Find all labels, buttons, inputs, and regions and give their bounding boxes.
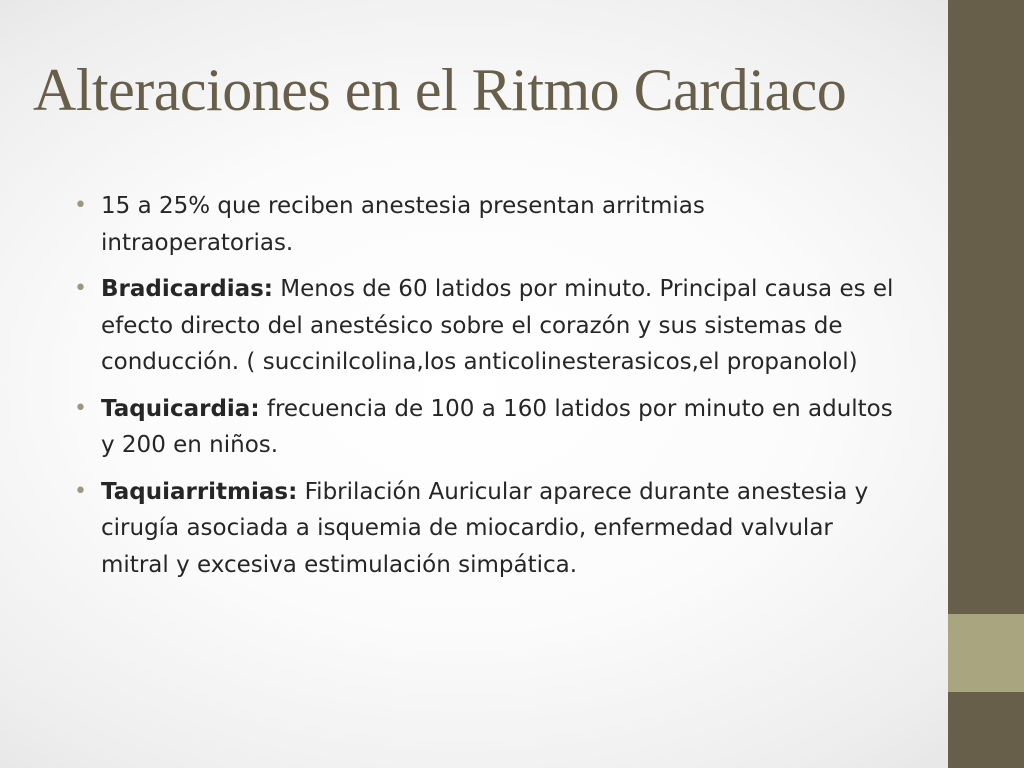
side-accent-block xyxy=(948,614,1024,692)
bullet-dot-icon: • xyxy=(74,478,87,504)
bullet-text: Menos de 60 latidos por minuto. Principal causa es el efecto directo del anestésico sobre el corazón y sus sistemas de conducción. ( succinilcolina,los anticolinesterasicos,el propanolol) xyxy=(101,276,894,375)
bullet-term: Taquicardia: xyxy=(101,395,260,422)
bullet-term: Taquiarritmias: xyxy=(101,478,298,505)
bullet-list xyxy=(74,188,904,593)
bullet-item-arritmias xyxy=(74,188,904,261)
bullet-text: Fibrilación Auricular aparece durante anestesia y cirugía asociada a isquemia de miocardio, enfermedad valvular mitral y excesiva estimulación simpática. xyxy=(101,478,869,578)
bullet-text: 15 a 25% que reciben anestesia presentan arritmias intraoperatorias. xyxy=(101,193,705,256)
bullet-dot-icon: • xyxy=(74,276,87,301)
bullet-dot-icon: • xyxy=(74,193,87,218)
bullet-item-taquicardia xyxy=(74,391,904,464)
bullet-text: frecuencia de 100 a 160 latidos por minuto en adultos y 200 en niños. xyxy=(101,395,893,458)
bullet-item-bradicardias xyxy=(74,271,904,381)
slide-title: Alteraciones en el Ritmo Cardiaco xyxy=(33,57,847,123)
bullet-dot-icon: • xyxy=(74,395,87,421)
bullet-term: Bradicardias: xyxy=(101,276,273,302)
bullet-item-taquiarritmias xyxy=(74,474,904,584)
